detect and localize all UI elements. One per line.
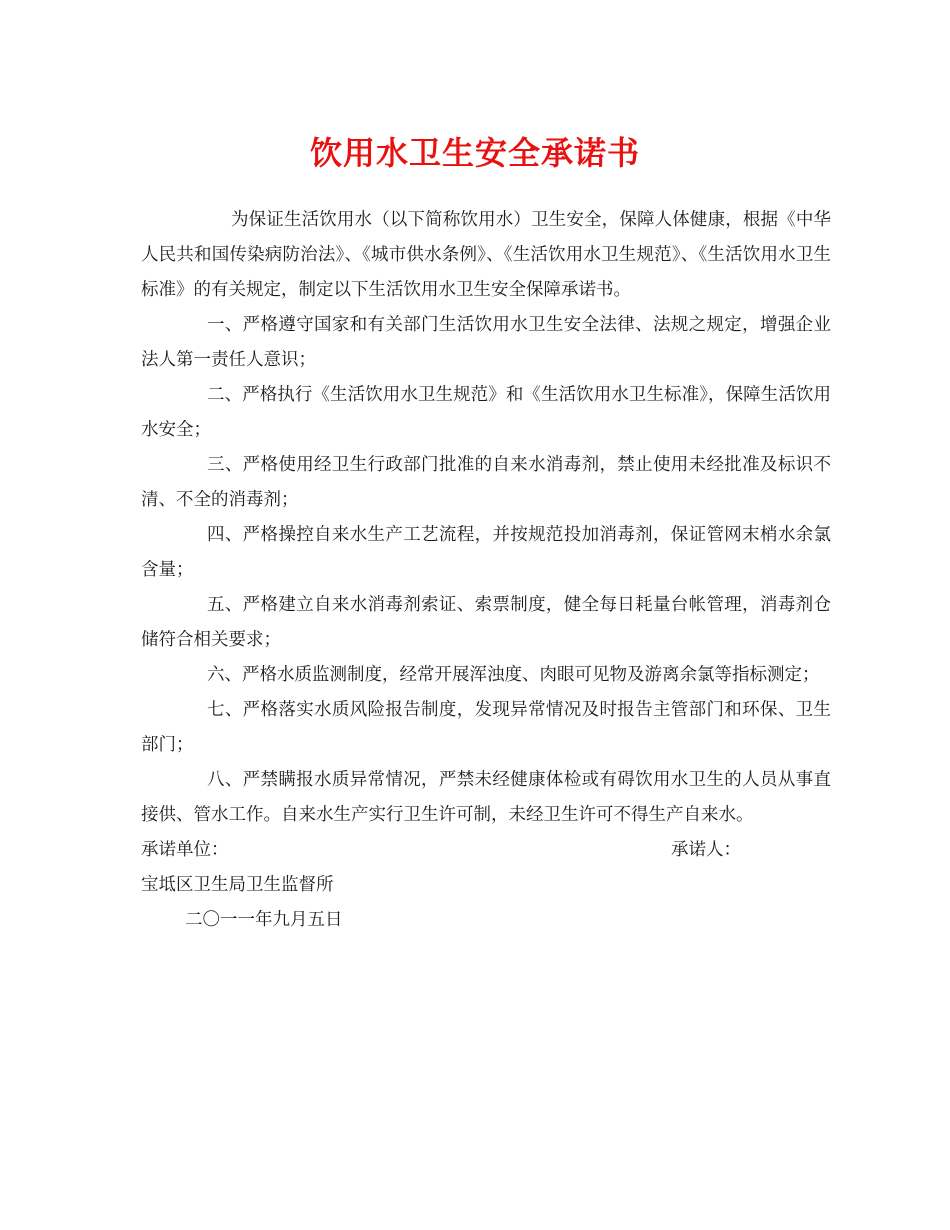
clause-1: 一、严格遵守国家和有关部门生活饮用水卫生安全法律、法规之规定，增强企业法人第一责任人意识； [141, 315, 831, 370]
clause-8: 八、严禁瞒报水质异常情况，严禁未经健康体检或有碍饮用水卫生的人员从事直接供、管水工作。自来水生产实行卫生许可制，未经卫生许可不得生产自来水。 [141, 770, 831, 825]
clause-2: 二、严格执行《生活饮用水卫生规范》和《生活饮用水卫生标准》，保障生活饮用水安全； [141, 385, 831, 440]
document-date: 二〇一一年九月五日 [185, 910, 343, 930]
sign-person-label: 承诺人： [671, 840, 741, 860]
signature-row [141, 833, 831, 868]
sign-unit-label: 承诺单位： [141, 840, 229, 860]
organization-name: 宝坻区卫生局卫生监督所 [141, 875, 334, 895]
clause-5: 五、严格建立自来水消毒剂索证、索票制度，健全每日耗量台帐管理，消毒剂仓储符合相关要求； [141, 595, 831, 650]
document-title: 饮用水卫生安全承诺书 [309, 134, 640, 172]
clause-6: 六、严格水质监测制度，经常开展浑浊度、肉眼可见物及游离余氯等指标测定； [207, 665, 820, 685]
clause-3: 三、严格使用经卫生行政部门批准的自来水消毒剂，禁止使用未经批准及标识不清、不全的消毒剂； [141, 455, 831, 510]
document-body [141, 203, 831, 938]
intro-paragraph: 为保证生活饮用水（以下简称饮用水）卫生安全，保障人体健康，根据《中华人民共和国传染病防治法》、《城市供水条例》、《生活饮用水卫生规范》、《生活饮用水卫生标准》的有关规定，制定以下生活饮用水卫生安全保障承诺书。 [141, 210, 831, 300]
clause-7: 七、严格落实水质风险报告制度，发现异常情况及时报告主管部门和环保、卫生部门； [141, 700, 831, 755]
clause-4: 四、严格操控自来水生产工艺流程，并按规范投加消毒剂，保证管网末梢水余氯含量； [141, 525, 831, 580]
